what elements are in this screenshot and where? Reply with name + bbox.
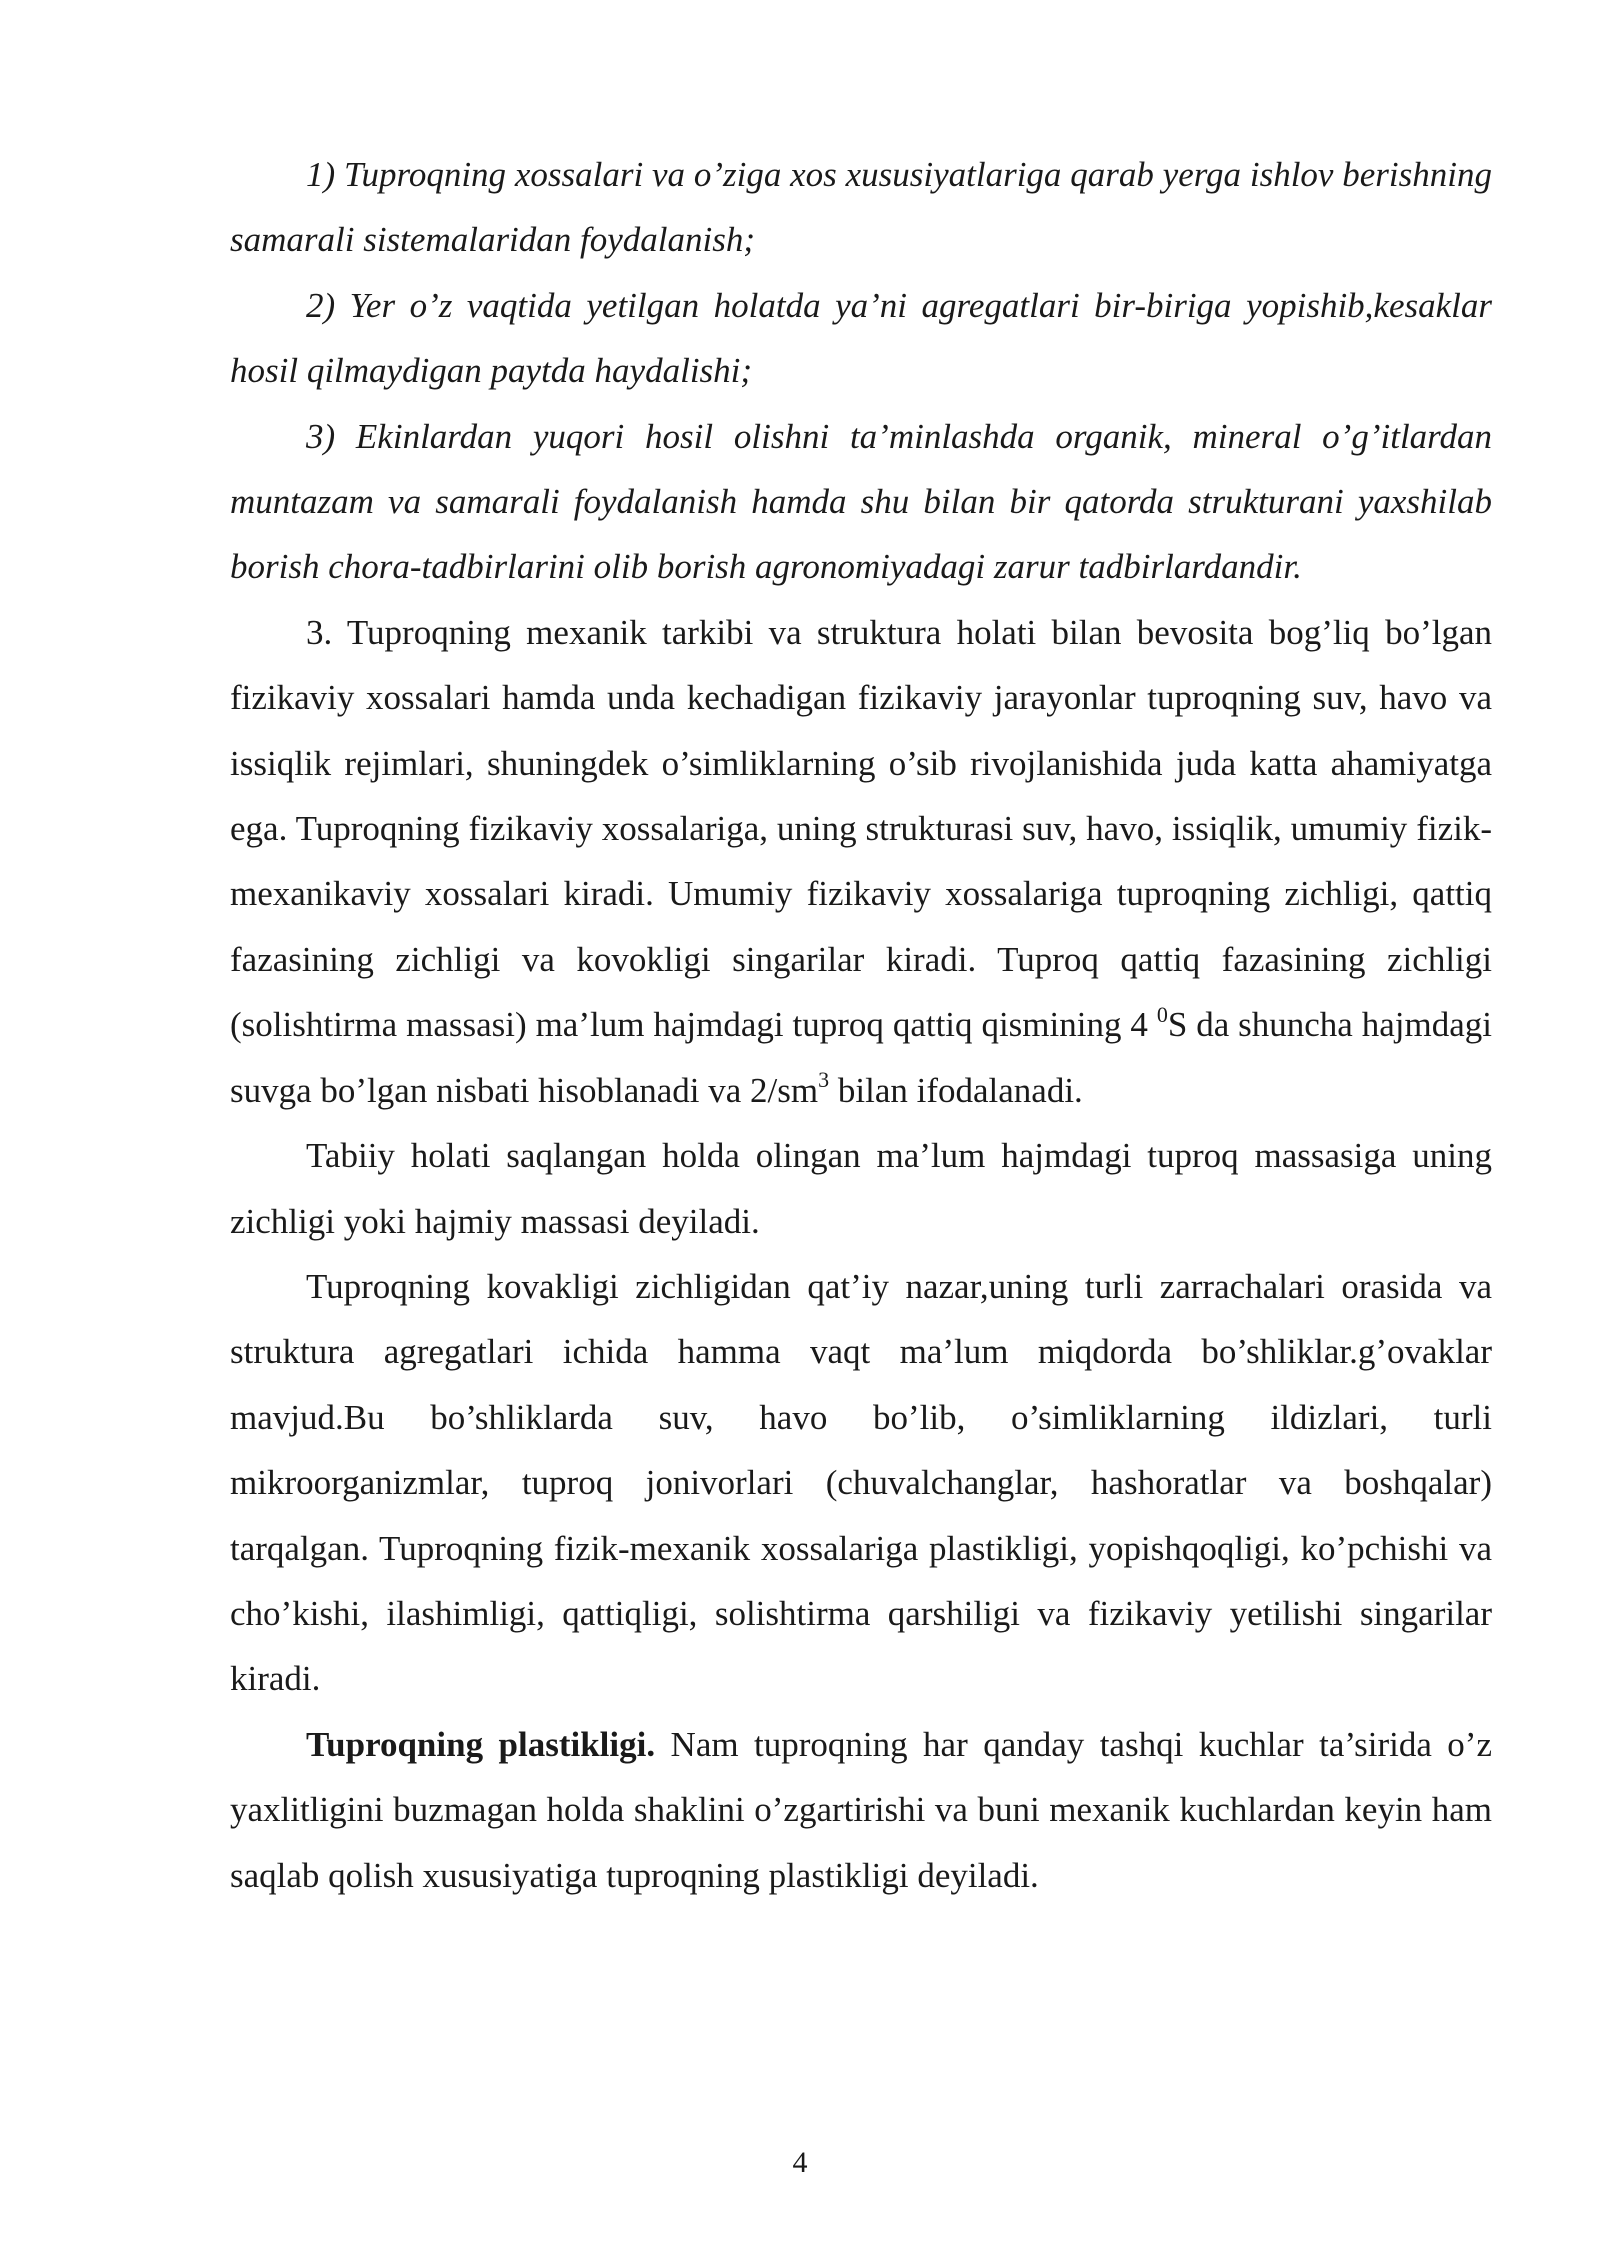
plastikligi-heading: Tuproqning plastikligi. (306, 1724, 656, 1764)
plastikligi-text: Nam tuproqning har qanday tashqi kuchlar ta’sirida o’z yaxlitligini buzmagan holda shaklini o’zgartirishi va buni mexanik kuchlardan keyin ham saqlab qolish xususiyatiga tuproqning plastikligi deyiladi. (230, 1724, 1492, 1895)
document-page (230, 142, 1492, 1908)
page-number: 4 (792, 2146, 808, 2179)
paragraph-kovakligi: Tuproqning kovakligi zichligidan qat’iy nazar,uning turli zarrachalari orasida va struktura agregatlari ichida hamma vaqt ma’lum miqdorda bo’shliklar.g’ovaklar mavjud.Bu bo’shliklarda suv, havo bo’lib, o’simliklarning ildizlari, turli mikroorganizmlar, tuproq jonivorlari (chuvalchanglar, hashoratlar va boshqalar) tarqalgan. Tuproqning fizik-mexanik xossalariga plastikligi, yopishqoqligi, ko’pchishi va cho’kishi, ilashimligi, qattiqligi, solishtirma qarshiligi va fizikaviy yetilishi singarilar kiradi. (230, 1266, 1492, 1699)
section-3-paragraph (230, 600, 1492, 1123)
list-item-3: 3) Ekinlardan yuqori hosil olishni ta’minlashda organik, mineral o’g’itlardan muntazam va samarali foydalanish hamda shu bilan bir qatorda strukturani yaxshilab borish chora-tadbirlarini olib borish agronomiyadagi zarur tadbirlardandir. (230, 416, 1492, 587)
list-item-1: 1) Tuproqning xossalari va o’ziga xos xususiyatlariga qarab yerga ishlov berishning samarali sistemalaridan foydalanish; (230, 155, 1492, 260)
list-item-2: 2) Yer o’z vaqtida yetilgan holatda ya’ni agregatlari bir-biriga yopishib,kesaklar hosil qilmaydigan paytda haydalishi; (230, 285, 1492, 391)
cube-superscript: 3 (818, 1067, 830, 1093)
section-3-text-part3: bilan ifodalanadi. (829, 1070, 1083, 1110)
paragraph-tabiiy: Tabiiy holati saqlangan holda olingan ma’lum hajmdagi tuproq massasiga uning zichligi yoki hajmiy massasi deyiladi. (230, 1136, 1492, 1241)
degree-superscript: 0 (1156, 1001, 1168, 1027)
paragraph-plastikligi (230, 1712, 1492, 1908)
section-3-text-part2: S da shuncha hajmdagi suvga bo’lgan nisbati hisoblanadi va 2/sm (230, 1005, 1493, 1110)
section-3-text-part1: 3. Tuproqning mexanik tarkibi va struktura holati bilan bevosita bog’liq bo’lgan fizikaviy xossalari hamda unda kechadigan fizikaviy jarayonlar tuproqning suv, havo va issiqlik rejimlari, shuningdek o’simliklarning o’sib rivojlanishida juda katta ahamiyatga ega. Tuproqning fizikaviy xossalariga, uning strukturasi suv, havo, issiqlik, umumiy fizik-mexanikaviy xossalari kiradi. Umumiy fizikaviy xossalariga tuproqning zichligi, qattiq fazasining zichligi va kovokligi singarilar kiradi. Tuproq qattiq fazasining zichligi (solishtirma massasi) ma’lum hajmdagi tuproq qattiq qismining 4 (230, 612, 1492, 1045)
